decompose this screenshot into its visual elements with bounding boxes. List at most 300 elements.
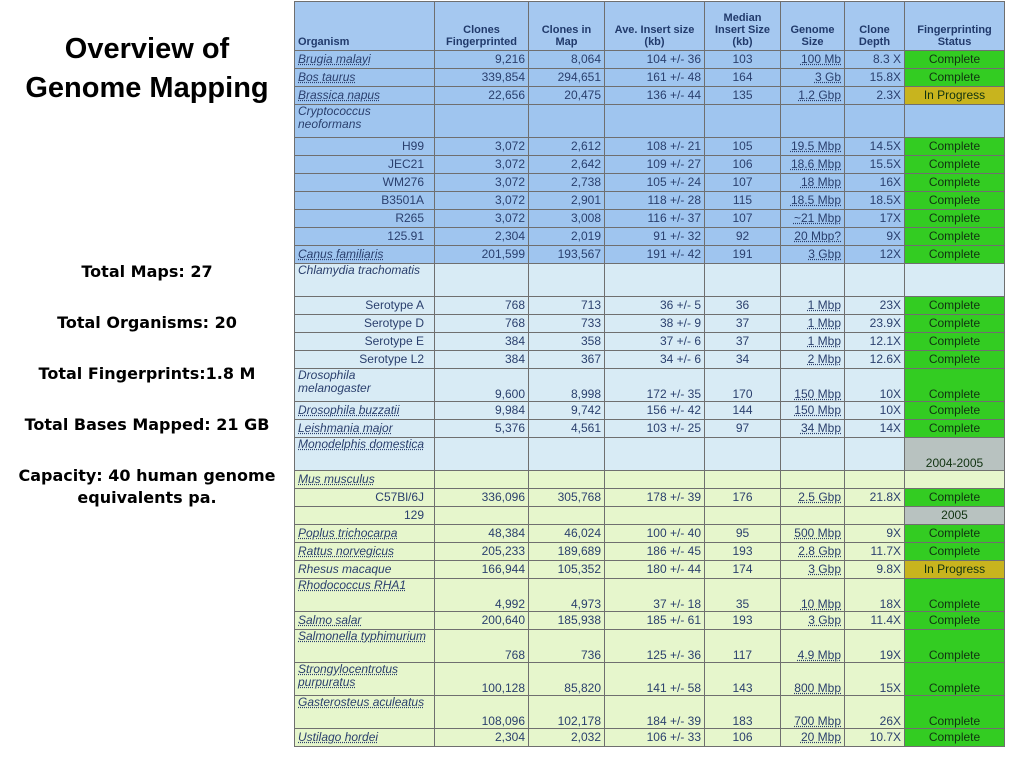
table-row — [295, 369, 1005, 402]
cell-median-insert — [705, 264, 781, 297]
cell-ave-insert: 180 +/- 44 — [605, 561, 705, 579]
table-row — [295, 402, 1005, 420]
cell-genome-size: 1 Mbp — [781, 333, 845, 351]
cell-organism: Drosophila melanogaster — [295, 369, 435, 402]
cell-ave-insert: 172 +/- 35 — [605, 369, 705, 402]
stat-capacity: Capacity: 40 human genome equivalents pa. — [18, 466, 276, 507]
stat-total-fingerprints: Total Fingerprints:1.8 M — [38, 364, 256, 383]
cell-genome-size — [781, 471, 845, 489]
cell-ave-insert: 116 +/- 37 — [605, 210, 705, 228]
cell-median-insert: 174 — [705, 561, 781, 579]
cell-genome-size: 18.6 Mbp — [781, 156, 845, 174]
cell-genome-size: 20 Mbp? — [781, 228, 845, 246]
table-row — [295, 69, 1005, 87]
cell-ave-insert — [605, 264, 705, 297]
cell-median-insert: 135 — [705, 87, 781, 105]
cell-genome-size: 2.5 Gbp — [781, 489, 845, 507]
cell-median-insert: 191 — [705, 246, 781, 264]
cell-clone-depth: 9.8X — [845, 561, 905, 579]
cell-ave-insert: 37 +/- 18 — [605, 579, 705, 612]
cell-median-insert: 117 — [705, 630, 781, 663]
cell-status: Complete — [905, 543, 1005, 561]
cell-clone-depth: 12.1X — [845, 333, 905, 351]
header-status: Fingerprinting Status — [905, 2, 1005, 51]
cell-organism: Bos taurus — [295, 69, 435, 87]
cell-genome-size: ~21 Mbp — [781, 210, 845, 228]
cell-status: Complete — [905, 246, 1005, 264]
cell-clones-in-map: 189,689 — [529, 543, 605, 561]
cell-organism: Ustilago hordei — [295, 729, 435, 747]
cell-clones-in-map: 2,901 — [529, 192, 605, 210]
cell-clones-fingerprinted: 3,072 — [435, 156, 529, 174]
cell-clones-in-map: 733 — [529, 315, 605, 333]
cell-status: Complete — [905, 156, 1005, 174]
cell-clones-in-map: 367 — [529, 351, 605, 369]
cell-ave-insert: 91 +/- 32 — [605, 228, 705, 246]
cell-clones-in-map — [529, 105, 605, 138]
table-row — [295, 105, 1005, 138]
cell-ave-insert: 108 +/- 21 — [605, 138, 705, 156]
cell-status: Complete — [905, 138, 1005, 156]
cell-clones-fingerprinted — [435, 438, 529, 471]
table-row — [295, 561, 1005, 579]
cell-ave-insert: 184 +/- 39 — [605, 696, 705, 729]
cell-ave-insert: 156 +/- 42 — [605, 402, 705, 420]
header-organism: Organism — [295, 2, 435, 51]
cell-clones-in-map: 2,019 — [529, 228, 605, 246]
cell-status: 2004-2005 — [905, 438, 1005, 471]
cell-median-insert — [705, 507, 781, 525]
cell-median-insert: 164 — [705, 69, 781, 87]
cell-clones-in-map: 2,642 — [529, 156, 605, 174]
cell-ave-insert: 161 +/- 48 — [605, 69, 705, 87]
header-clones-fingerprinted: Clones Fingerprinted — [435, 2, 529, 51]
cell-clone-depth: 12.6X — [845, 351, 905, 369]
cell-median-insert: 97 — [705, 420, 781, 438]
cell-ave-insert — [605, 471, 705, 489]
cell-clones-fingerprinted: 768 — [435, 315, 529, 333]
slide-title-line2: Genome Mapping — [25, 72, 269, 104]
stat-total-maps: Total Maps: 27 — [81, 262, 213, 281]
cell-status: Complete — [905, 351, 1005, 369]
cell-status: Complete — [905, 69, 1005, 87]
cell-median-insert: 37 — [705, 333, 781, 351]
header-ave-insert: Ave. Insert size (kb) — [605, 2, 705, 51]
cell-organism: Serotype A — [295, 297, 435, 315]
cell-median-insert — [705, 438, 781, 471]
table-row — [295, 315, 1005, 333]
header-clone-depth: Clone Depth — [845, 2, 905, 51]
cell-clones-fingerprinted: 48,384 — [435, 525, 529, 543]
cell-genome-size: 4.9 Mbp — [781, 630, 845, 663]
cell-median-insert: 103 — [705, 51, 781, 69]
table-row — [295, 579, 1005, 612]
genome-mapping-table — [294, 1, 1005, 747]
cell-organism: R265 — [295, 210, 435, 228]
cell-genome-size: 20 Mbp — [781, 729, 845, 747]
cell-clones-in-map: 2,032 — [529, 729, 605, 747]
cell-ave-insert: 36 +/- 5 — [605, 297, 705, 315]
header-clones-in-map: Clones in Map — [529, 2, 605, 51]
cell-clones-in-map — [529, 471, 605, 489]
cell-status: Complete — [905, 579, 1005, 612]
cell-organism: Drosophila buzzatii — [295, 402, 435, 420]
cell-clones-fingerprinted: 205,233 — [435, 543, 529, 561]
cell-median-insert: 115 — [705, 192, 781, 210]
table-row — [295, 210, 1005, 228]
cell-clones-in-map: 2,738 — [529, 174, 605, 192]
table-row — [295, 729, 1005, 747]
cell-genome-size: 800 Mbp — [781, 663, 845, 696]
cell-clones-fingerprinted: 768 — [435, 297, 529, 315]
table-row — [295, 663, 1005, 696]
cell-genome-size: 3 Gbp — [781, 246, 845, 264]
table-row — [295, 471, 1005, 489]
cell-ave-insert: 34 +/- 6 — [605, 351, 705, 369]
cell-median-insert — [705, 105, 781, 138]
cell-ave-insert: 38 +/- 9 — [605, 315, 705, 333]
cell-genome-size — [781, 507, 845, 525]
cell-organism: Salmo salar — [295, 612, 435, 630]
cell-organism: Leishmania major — [295, 420, 435, 438]
cell-ave-insert: 185 +/- 61 — [605, 612, 705, 630]
cell-genome-size: 3 Gb — [781, 69, 845, 87]
table-row — [295, 51, 1005, 69]
cell-genome-size: 150 Mbp — [781, 402, 845, 420]
cell-clones-fingerprinted — [435, 264, 529, 297]
table-row — [295, 264, 1005, 297]
cell-status: Complete — [905, 192, 1005, 210]
cell-status: Complete — [905, 369, 1005, 402]
cell-clone-depth: 23.9X — [845, 315, 905, 333]
cell-ave-insert: 125 +/- 36 — [605, 630, 705, 663]
cell-clone-depth — [845, 507, 905, 525]
cell-clones-in-map: 20,475 — [529, 87, 605, 105]
cell-genome-size: 700 Mbp — [781, 696, 845, 729]
cell-clones-fingerprinted — [435, 105, 529, 138]
cell-median-insert: 193 — [705, 612, 781, 630]
cell-clones-in-map: 4,973 — [529, 579, 605, 612]
cell-ave-insert: 105 +/- 24 — [605, 174, 705, 192]
cell-median-insert: 107 — [705, 210, 781, 228]
cell-organism: Mus musculus — [295, 471, 435, 489]
cell-status — [905, 105, 1005, 138]
cell-organism: Serotype E — [295, 333, 435, 351]
stat-total-bases: Total Bases Mapped: 21 GB — [24, 415, 270, 434]
cell-clones-in-map: 8,998 — [529, 369, 605, 402]
cell-clones-in-map: 102,178 — [529, 696, 605, 729]
cell-organism: Canus familiaris — [295, 246, 435, 264]
cell-clones-in-map — [529, 507, 605, 525]
cell-ave-insert: 186 +/- 45 — [605, 543, 705, 561]
cell-clones-fingerprinted: 384 — [435, 333, 529, 351]
table-row — [295, 543, 1005, 561]
cell-organism: Serotype D — [295, 315, 435, 333]
table-row — [295, 351, 1005, 369]
cell-clone-depth: 8.3 X — [845, 51, 905, 69]
cell-organism: Serotype L2 — [295, 351, 435, 369]
cell-clones-in-map: 8,064 — [529, 51, 605, 69]
cell-status: Complete — [905, 420, 1005, 438]
cell-status: 2005 — [905, 507, 1005, 525]
cell-clone-depth: 12X — [845, 246, 905, 264]
cell-clone-depth: 9X — [845, 228, 905, 246]
cell-status: Complete — [905, 315, 1005, 333]
cell-clones-fingerprinted: 201,599 — [435, 246, 529, 264]
cell-status: Complete — [905, 612, 1005, 630]
cell-clones-fingerprinted: 166,944 — [435, 561, 529, 579]
cell-clones-in-map: 9,742 — [529, 402, 605, 420]
cell-clone-depth: 19X — [845, 630, 905, 663]
cell-ave-insert — [605, 105, 705, 138]
cell-genome-size: 1 Mbp — [781, 315, 845, 333]
cell-median-insert: 144 — [705, 402, 781, 420]
cell-organism: H99 — [295, 138, 435, 156]
cell-genome-size: 3 Gbp — [781, 561, 845, 579]
table-row — [295, 246, 1005, 264]
cell-status: Complete — [905, 210, 1005, 228]
cell-clones-fingerprinted: 9,984 — [435, 402, 529, 420]
cell-ave-insert: 103 +/- 25 — [605, 420, 705, 438]
table-row — [295, 420, 1005, 438]
cell-genome-size: 1.2 Gbp — [781, 87, 845, 105]
cell-clones-in-map — [529, 264, 605, 297]
cell-ave-insert — [605, 438, 705, 471]
slide-title — [0, 30, 294, 108]
cell-organism: Monodelphis domestica — [295, 438, 435, 471]
cell-clones-in-map: 2,612 — [529, 138, 605, 156]
cell-clone-depth — [845, 105, 905, 138]
cell-clone-depth: 21.8X — [845, 489, 905, 507]
table-row — [295, 333, 1005, 351]
cell-ave-insert: 37 +/- 6 — [605, 333, 705, 351]
cell-genome-size: 19.5 Mbp — [781, 138, 845, 156]
cell-genome-size: 100 Mb — [781, 51, 845, 69]
cell-status: Complete — [905, 630, 1005, 663]
cell-status: Complete — [905, 228, 1005, 246]
table-row — [295, 138, 1005, 156]
table-row — [295, 438, 1005, 471]
cell-organism: Brassica napus — [295, 87, 435, 105]
cell-status: In Progress — [905, 87, 1005, 105]
cell-median-insert: 193 — [705, 543, 781, 561]
cell-status — [905, 471, 1005, 489]
cell-genome-size — [781, 264, 845, 297]
cell-clone-depth: 10X — [845, 369, 905, 402]
cell-clones-fingerprinted: 3,072 — [435, 138, 529, 156]
cell-median-insert: 170 — [705, 369, 781, 402]
cell-ave-insert — [605, 507, 705, 525]
cell-ave-insert: 141 +/- 58 — [605, 663, 705, 696]
cell-organism: Chlamydia trachomatis — [295, 264, 435, 297]
cell-clones-fingerprinted: 22,656 — [435, 87, 529, 105]
cell-clone-depth: 14.5X — [845, 138, 905, 156]
cell-organism: Cryptococcus neoformans — [295, 105, 435, 138]
cell-ave-insert: 106 +/- 33 — [605, 729, 705, 747]
table-row — [295, 630, 1005, 663]
cell-clone-depth: 14X — [845, 420, 905, 438]
cell-median-insert: 183 — [705, 696, 781, 729]
cell-clones-in-map — [529, 438, 605, 471]
cell-clone-depth: 2.3X — [845, 87, 905, 105]
cell-organism: JEC21 — [295, 156, 435, 174]
table-row — [295, 612, 1005, 630]
cell-genome-size: 18 Mbp — [781, 174, 845, 192]
cell-median-insert — [705, 471, 781, 489]
cell-status: Complete — [905, 696, 1005, 729]
cell-clones-fingerprinted: 5,376 — [435, 420, 529, 438]
cell-genome-size — [781, 438, 845, 471]
cell-median-insert: 37 — [705, 315, 781, 333]
cell-clones-in-map: 3,008 — [529, 210, 605, 228]
cell-ave-insert: 191 +/- 42 — [605, 246, 705, 264]
cell-clones-in-map: 185,938 — [529, 612, 605, 630]
cell-status: Complete — [905, 402, 1005, 420]
table-row — [295, 489, 1005, 507]
cell-clone-depth: 26X — [845, 696, 905, 729]
cell-organism: Poplus trichocarpa — [295, 525, 435, 543]
cell-clones-in-map: 294,651 — [529, 69, 605, 87]
cell-organism: Rhodococcus RHA1 — [295, 579, 435, 612]
cell-clones-in-map: 105,352 — [529, 561, 605, 579]
cell-clones-in-map: 46,024 — [529, 525, 605, 543]
cell-clones-fingerprinted: 336,096 — [435, 489, 529, 507]
cell-clone-depth: 18.5X — [845, 192, 905, 210]
cell-clones-in-map: 4,561 — [529, 420, 605, 438]
cell-ave-insert: 136 +/- 44 — [605, 87, 705, 105]
cell-status: Complete — [905, 525, 1005, 543]
table-header-row — [295, 2, 1005, 51]
cell-organism: Brugia malayi — [295, 51, 435, 69]
cell-clone-depth: 11.7X — [845, 543, 905, 561]
cell-median-insert: 107 — [705, 174, 781, 192]
cell-ave-insert: 100 +/- 40 — [605, 525, 705, 543]
table-row — [295, 696, 1005, 729]
cell-median-insert: 34 — [705, 351, 781, 369]
cell-clones-fingerprinted: 4,992 — [435, 579, 529, 612]
cell-clones-fingerprinted: 3,072 — [435, 210, 529, 228]
table-row — [295, 174, 1005, 192]
cell-genome-size: 1 Mbp — [781, 297, 845, 315]
cell-status: Complete — [905, 51, 1005, 69]
cell-status: Complete — [905, 729, 1005, 747]
cell-clone-depth: 15.5X — [845, 156, 905, 174]
cell-median-insert: 143 — [705, 663, 781, 696]
cell-median-insert: 35 — [705, 579, 781, 612]
cell-clone-depth: 23X — [845, 297, 905, 315]
cell-clones-in-map: 713 — [529, 297, 605, 315]
cell-median-insert: 106 — [705, 729, 781, 747]
cell-clone-depth — [845, 471, 905, 489]
cell-median-insert: 92 — [705, 228, 781, 246]
cell-clones-fingerprinted — [435, 507, 529, 525]
cell-organism: WM276 — [295, 174, 435, 192]
cell-organism: Rhesus macaque — [295, 561, 435, 579]
cell-clone-depth: 17X — [845, 210, 905, 228]
cell-clone-depth — [845, 264, 905, 297]
cell-median-insert: 176 — [705, 489, 781, 507]
table-row — [295, 525, 1005, 543]
cell-median-insert: 95 — [705, 525, 781, 543]
cell-ave-insert: 104 +/- 36 — [605, 51, 705, 69]
cell-clones-fingerprinted: 9,600 — [435, 369, 529, 402]
cell-organism: C57Bl/6J — [295, 489, 435, 507]
cell-ave-insert: 118 +/- 28 — [605, 192, 705, 210]
cell-median-insert: 105 — [705, 138, 781, 156]
stat-total-organisms: Total Organisms: 20 — [57, 313, 237, 332]
cell-genome-size: 10 Mbp — [781, 579, 845, 612]
cell-clone-depth: 16X — [845, 174, 905, 192]
cell-clones-fingerprinted: 2,304 — [435, 729, 529, 747]
table-row — [295, 297, 1005, 315]
cell-clones-fingerprinted: 100,128 — [435, 663, 529, 696]
cell-clones-fingerprinted: 9,216 — [435, 51, 529, 69]
cell-clones-fingerprinted: 2,304 — [435, 228, 529, 246]
cell-clones-in-map: 85,820 — [529, 663, 605, 696]
cell-clones-fingerprinted: 108,096 — [435, 696, 529, 729]
cell-status: In Progress — [905, 561, 1005, 579]
cell-genome-size: 500 Mbp — [781, 525, 845, 543]
cell-clones-fingerprinted: 384 — [435, 351, 529, 369]
cell-median-insert: 36 — [705, 297, 781, 315]
cell-genome-size: 150 Mbp — [781, 369, 845, 402]
cell-clone-depth: 18X — [845, 579, 905, 612]
cell-organism: Gasterosteus aculeatus — [295, 696, 435, 729]
cell-genome-size: 18.5 Mbp — [781, 192, 845, 210]
cell-status: Complete — [905, 297, 1005, 315]
cell-clones-in-map: 193,567 — [529, 246, 605, 264]
cell-clones-in-map: 358 — [529, 333, 605, 351]
cell-clone-depth: 11.4X — [845, 612, 905, 630]
slide-title-line1: Overview of — [64, 33, 230, 65]
cell-organism: Salmonella typhimurium — [295, 630, 435, 663]
cell-genome-size: 2.8 Gbp — [781, 543, 845, 561]
cell-clones-fingerprinted: 3,072 — [435, 174, 529, 192]
table-row — [295, 87, 1005, 105]
cell-clone-depth: 9X — [845, 525, 905, 543]
cell-clone-depth: 10.7X — [845, 729, 905, 747]
cell-ave-insert: 178 +/- 39 — [605, 489, 705, 507]
cell-organism: Strongylocentrotus purpuratus — [295, 663, 435, 696]
cell-clone-depth: 10X — [845, 402, 905, 420]
table-row — [295, 192, 1005, 210]
cell-clones-in-map: 736 — [529, 630, 605, 663]
cell-clones-fingerprinted — [435, 471, 529, 489]
header-median-insert: Median Insert Size (kb) — [705, 2, 781, 51]
cell-clones-fingerprinted: 339,854 — [435, 69, 529, 87]
cell-median-insert: 106 — [705, 156, 781, 174]
cell-clones-fingerprinted: 768 — [435, 630, 529, 663]
cell-clones-in-map: 305,768 — [529, 489, 605, 507]
cell-organism: 125.91 — [295, 228, 435, 246]
cell-clones-fingerprinted: 3,072 — [435, 192, 529, 210]
cell-organism: B3501A — [295, 192, 435, 210]
cell-status: Complete — [905, 489, 1005, 507]
cell-genome-size — [781, 105, 845, 138]
cell-clone-depth: 15.8X — [845, 69, 905, 87]
cell-clone-depth: 15X — [845, 663, 905, 696]
cell-organism: Rattus norvegicus — [295, 543, 435, 561]
cell-organism: 129 — [295, 507, 435, 525]
cell-clones-fingerprinted: 200,640 — [435, 612, 529, 630]
table-row — [295, 156, 1005, 174]
table-row — [295, 507, 1005, 525]
table-row — [295, 228, 1005, 246]
cell-ave-insert: 109 +/- 27 — [605, 156, 705, 174]
cell-genome-size: 2 Mbp — [781, 351, 845, 369]
cell-status — [905, 264, 1005, 297]
cell-status: Complete — [905, 174, 1005, 192]
